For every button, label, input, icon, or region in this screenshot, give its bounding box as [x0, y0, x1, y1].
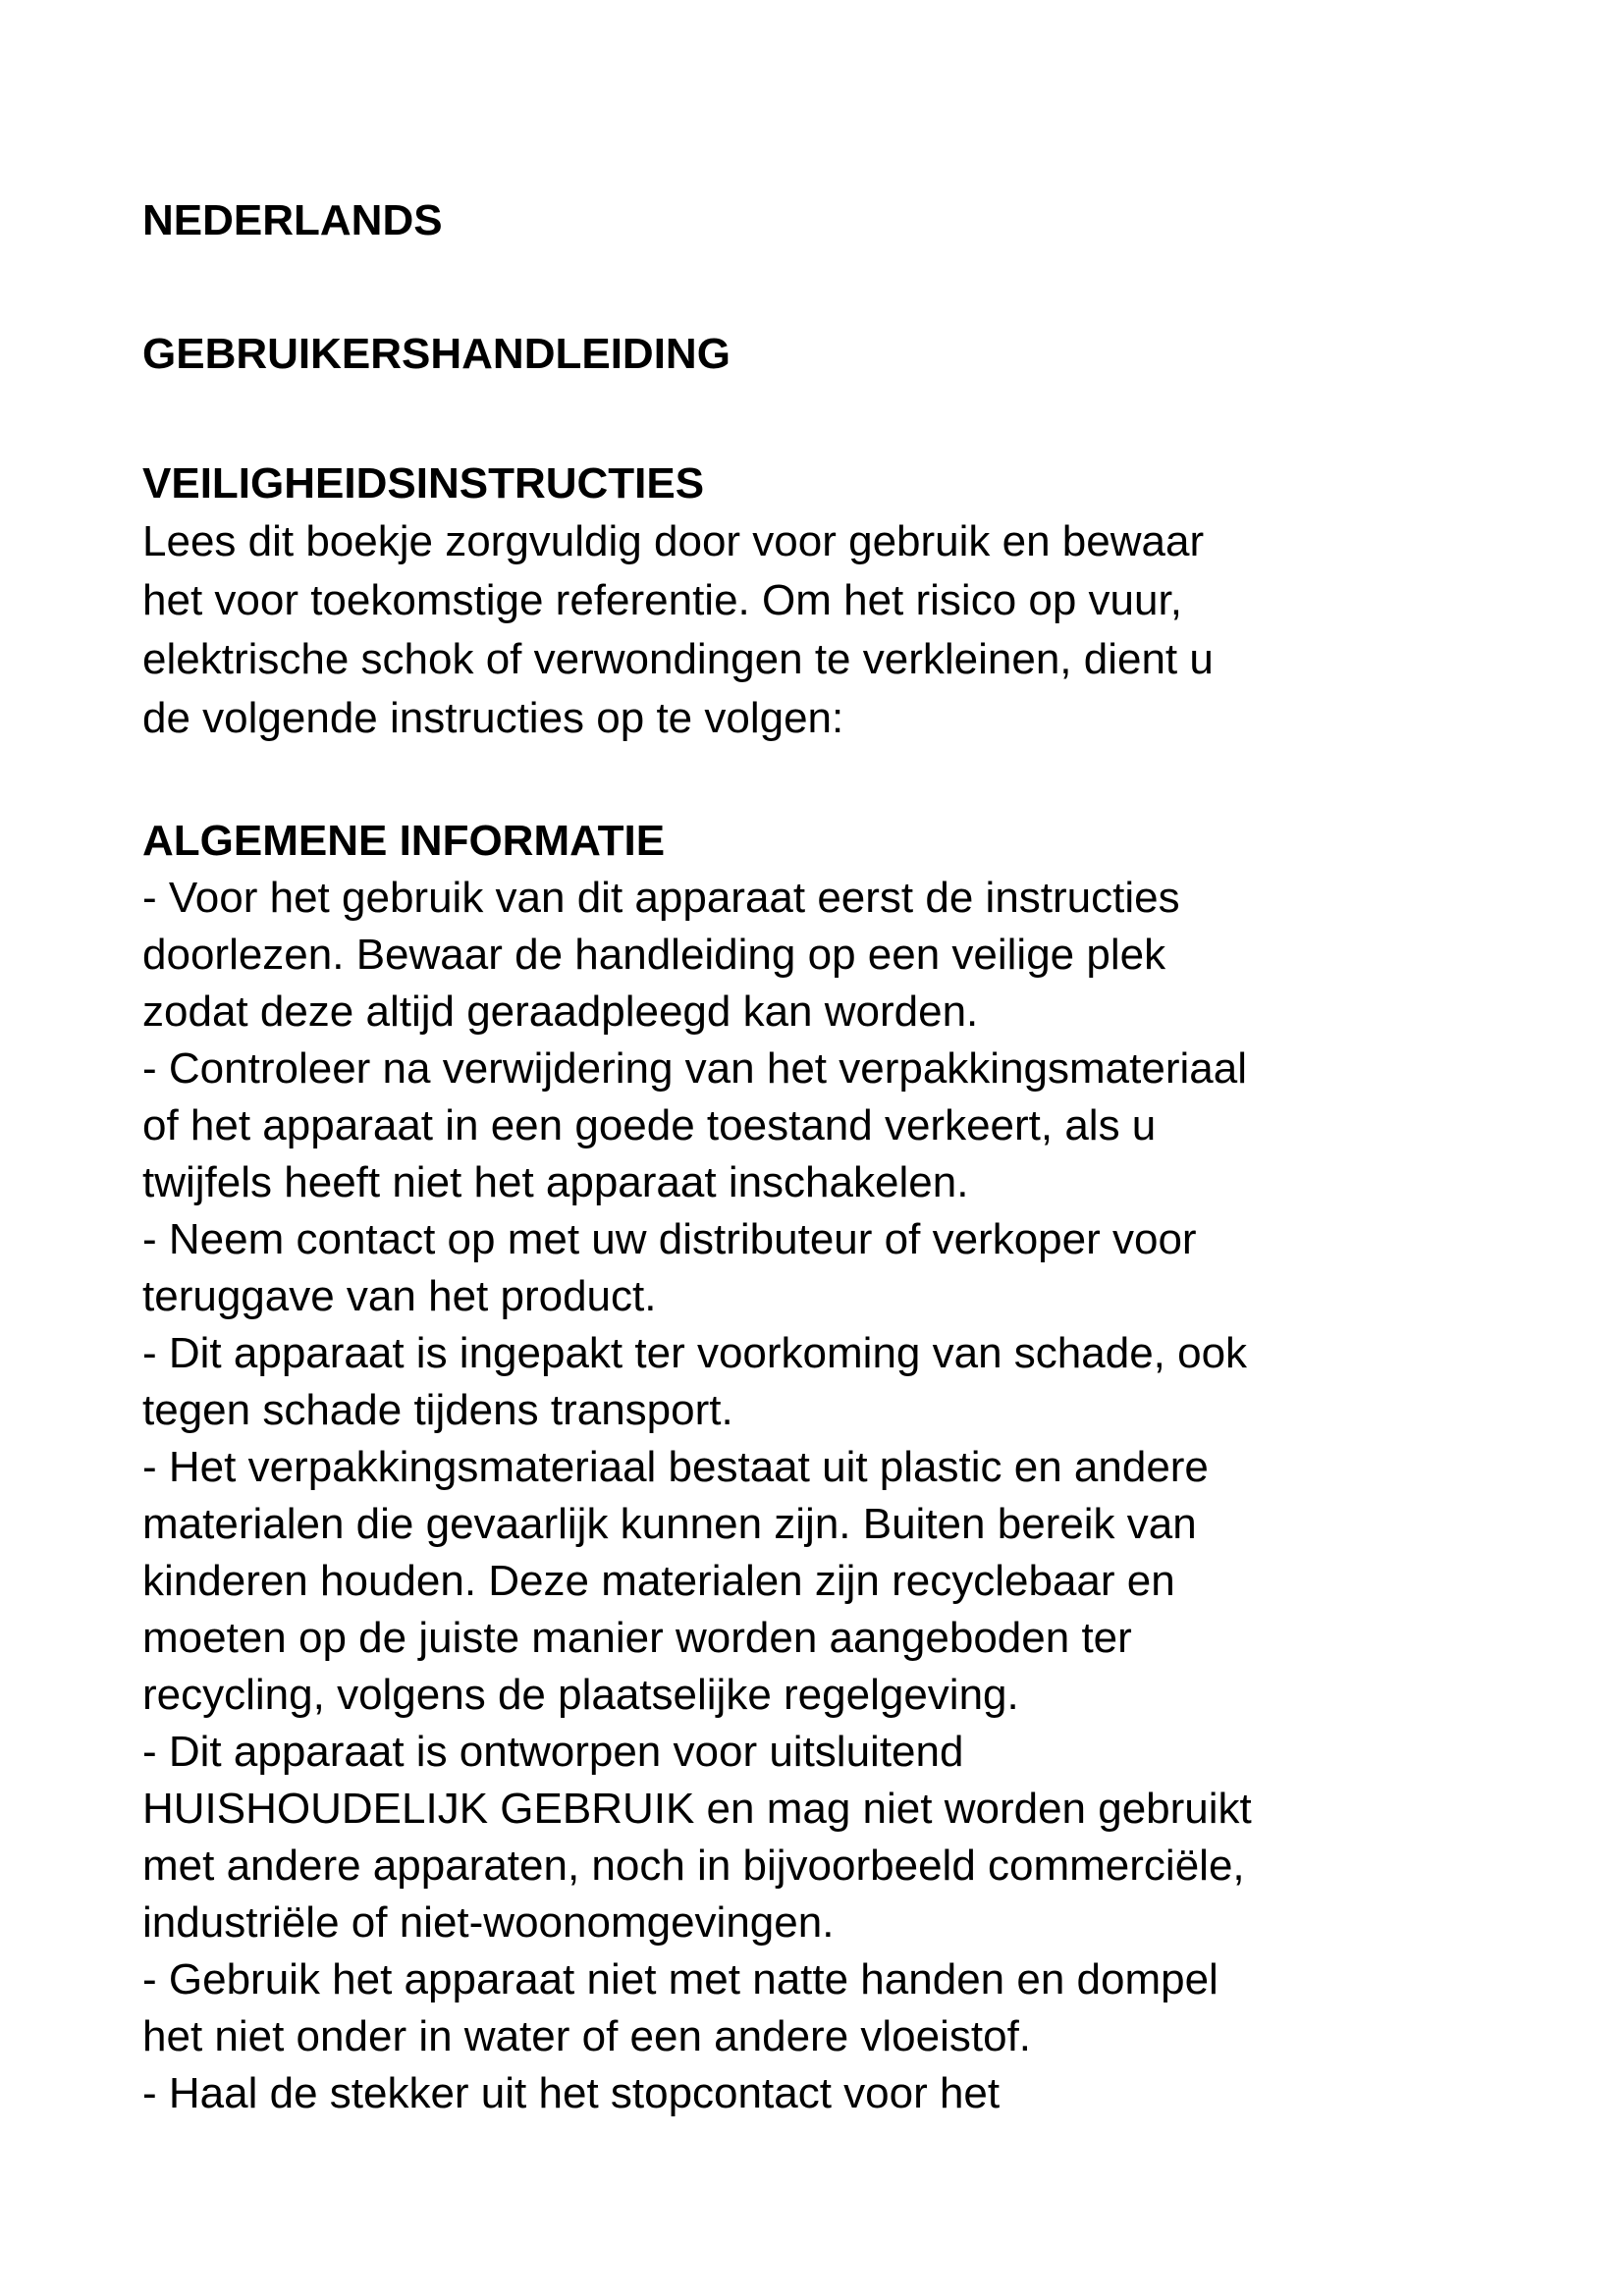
list-item — [142, 1951, 1497, 2065]
item-line: - Dit apparaat is ingepakt ter voorkoming van schade, ook — [142, 1329, 1248, 1377]
item-line: industriële of niet-woonomgevingen. — [142, 1898, 835, 1947]
item-line: materialen die gevaarlijk kunnen zijn. Buiten bereik van — [142, 1500, 1197, 1548]
item-line: recycling, volgens de plaatselijke regelgeving. — [142, 1671, 1019, 1719]
item-line: moeten op de juiste manier worden aangeboden ter — [142, 1614, 1132, 1662]
item-line: - Voor het gebruik van dit apparaat eerst de instructies — [142, 874, 1180, 922]
item-line: zodat deze altijd geraadpleegd kan worden. — [142, 988, 979, 1036]
item-line: - Haal de stekker uit het stopcontact voor het — [142, 2069, 1001, 2117]
item-line: - Dit apparaat is ontworpen voor uitsluitend — [142, 1728, 964, 1776]
intro-line: het voor toekomstige referentie. Om het risico op vuur, — [142, 576, 1182, 624]
item-line: - Controleer na verwijdering van het verpakkingsmateriaal — [142, 1044, 1247, 1093]
list-item — [142, 1724, 1497, 1951]
language-heading: NEDERLANDS — [142, 196, 443, 244]
item-line: met andere apparaten, noch in bijvoorbeeld commerciële, — [142, 1842, 1245, 1890]
item-line: kinderen houden. Deze materialen zijn recyclebaar en — [142, 1557, 1175, 1605]
manual-title: GEBRUIKERSHANDLEIDING — [142, 330, 731, 378]
list-item — [142, 1325, 1497, 1439]
item-line: - Het verpakkingsmateriaal bestaat uit plastic en andere — [142, 1443, 1209, 1491]
item-line: of het apparaat in een goede toestand verkeert, als u — [142, 1101, 1157, 1149]
item-line: teruggave van het product. — [142, 1272, 657, 1320]
intro-line: elektrische schok of verwondingen te verkleinen, dient u — [142, 635, 1214, 683]
intro-line: Lees dit boekje zorgvuldig door voor gebruik en bewaar — [142, 517, 1205, 565]
list-item — [142, 870, 1497, 1041]
safety-section — [142, 455, 1497, 748]
list-item — [142, 1211, 1497, 1325]
item-line: - Gebruik het apparaat niet met natte handen en dompel — [142, 1955, 1218, 2003]
item-line: doorlezen. Bewaar de handleiding op een veilige plek — [142, 931, 1166, 979]
list-item — [142, 1041, 1497, 1211]
safety-heading: VEILIGHEIDSINSTRUCTIES — [142, 459, 705, 507]
item-line: tegen schade tijdens transport. — [142, 1386, 733, 1434]
item-line: het niet onder in water of een andere vloeistof. — [142, 2012, 1032, 2060]
item-line: HUISHOUDELIJK GEBRUIK en mag niet worden gebruikt — [142, 1785, 1252, 1833]
safety-intro — [142, 512, 1497, 748]
list-item — [142, 2065, 1497, 2122]
item-line: - Neem contact op met uw distributeur of verkoper voor — [142, 1215, 1197, 1263]
manual-page — [142, 192, 1497, 2122]
item-line: twijfels heeft niet het apparaat inschakelen. — [142, 1158, 969, 1206]
instruction-list — [142, 870, 1497, 2122]
general-info-section — [142, 813, 1497, 2122]
general-info-heading: ALGEMENE INFORMATIE — [142, 817, 666, 865]
intro-line: de volgende instructies op te volgen: — [142, 694, 844, 742]
list-item — [142, 1439, 1497, 1724]
